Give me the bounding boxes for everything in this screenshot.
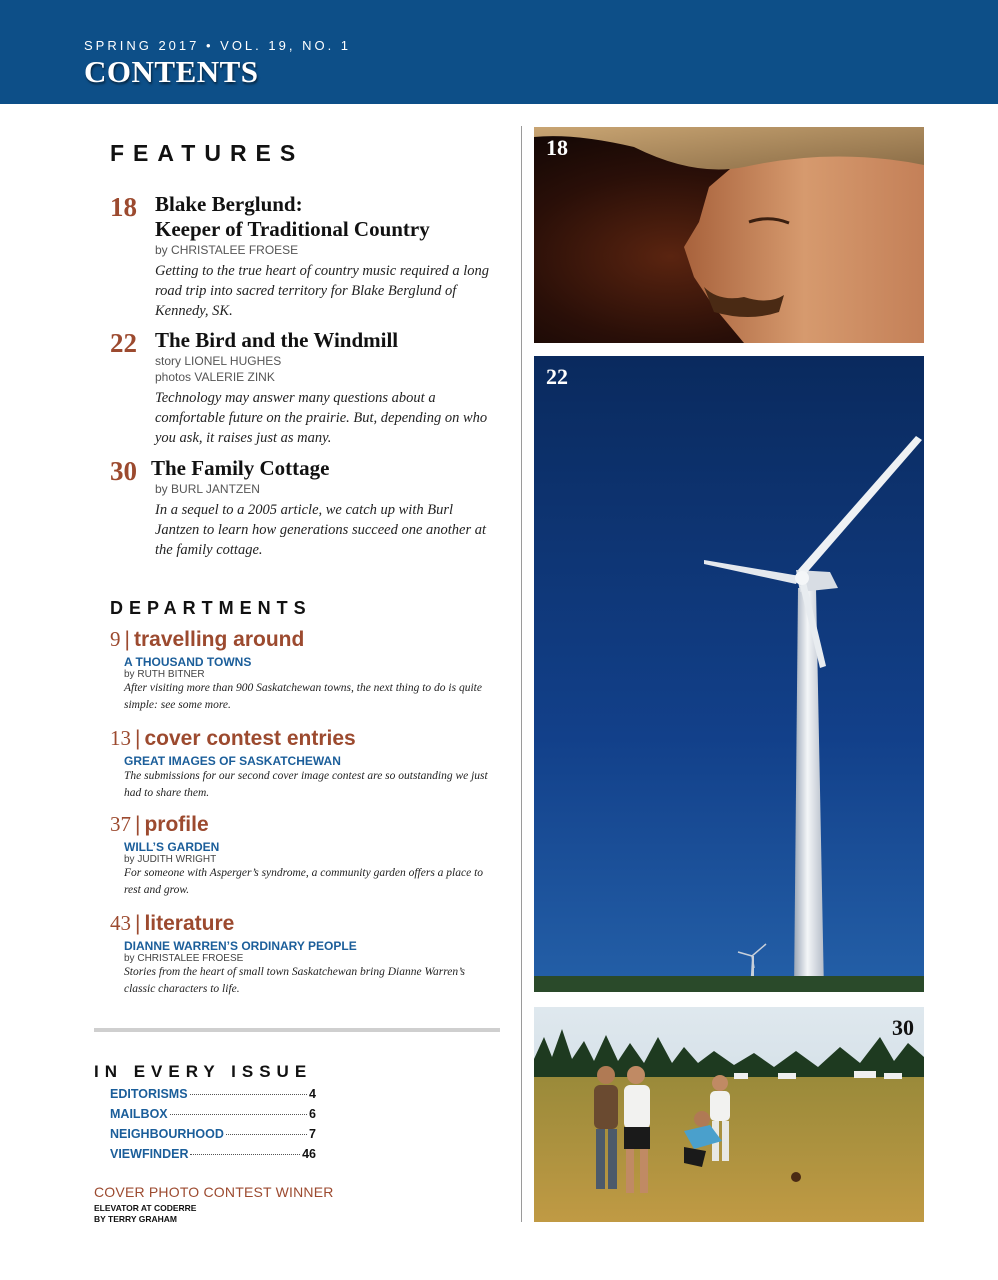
feature-title: The Bird and the Windmill [155, 328, 399, 352]
credit-prefix: by [124, 854, 135, 865]
department-credit [124, 953, 495, 964]
department-page-number: 37 [110, 812, 131, 836]
department-item[interactable] [110, 910, 495, 998]
department-credit [124, 669, 495, 680]
department-credit [124, 854, 495, 865]
department-separator: | [135, 813, 141, 836]
features-heading: FEATURES [110, 140, 305, 166]
masthead [0, 0, 998, 104]
departments-heading: DEPARTMENTS [110, 598, 312, 618]
every-issue-heading: IN EVERY ISSUE [94, 1062, 313, 1081]
every-issue-page: 6 [309, 1107, 316, 1121]
department-name: literature [144, 912, 235, 935]
dot-leader [170, 1114, 307, 1115]
every-issue-page: 46 [302, 1147, 316, 1161]
photo-page-number: 30 [892, 1015, 914, 1040]
department-name: profile [144, 813, 209, 836]
feature-item[interactable] [110, 456, 500, 560]
department-description: Stories from the heart of small town Saskatchewan bring Dianne Warren’s classic characters to life. [124, 966, 465, 995]
section-divider [94, 1028, 500, 1032]
lawn-bowling-icon [534, 1007, 924, 1222]
credit-name: JUDITH WRIGHT [137, 854, 217, 865]
department-item[interactable] [110, 626, 495, 714]
every-issue-name: EDITORISMS [110, 1087, 188, 1101]
feature-credit [155, 353, 500, 369]
credit-name: LIONEL HUGHES [184, 354, 282, 368]
every-issue-item[interactable] [110, 1144, 316, 1164]
credit-prefix: by [124, 953, 135, 964]
department-page-number: 13 [110, 726, 131, 750]
feature-item[interactable] [110, 328, 500, 448]
credit-prefix: photos [155, 370, 192, 384]
feature-title [155, 192, 500, 242]
credit-name: VALERIE ZINK [194, 370, 275, 384]
department-header [110, 725, 495, 752]
department-article-title: WILL’S GARDEN [124, 840, 220, 854]
photo-18[interactable] [534, 127, 924, 343]
credit-prefix: by [124, 669, 135, 680]
cover-credit: BY TERRY GRAHAM [94, 1214, 177, 1224]
dot-leader [190, 1154, 300, 1155]
photo-30[interactable] [534, 1007, 924, 1222]
feature-title: The Family Cottage [151, 456, 330, 480]
every-issue-list [110, 1084, 316, 1164]
credit-name: CHRISTALEE FROESE [171, 243, 299, 257]
credit-prefix: by [155, 482, 168, 496]
feature-title-line: Blake Berglund: [155, 192, 303, 216]
every-issue-item[interactable] [110, 1084, 316, 1104]
department-item[interactable] [110, 811, 495, 899]
department-description: The submissions for our second cover image contest are so outstanding we just had to share them. [124, 770, 488, 799]
feature-description: Technology may answer many questions about a comfortable future on the prairie. But, depending on who you ask, it raises just as many. [155, 390, 488, 446]
department-page-number: 43 [110, 911, 131, 935]
wind-turbine-icon [534, 356, 924, 992]
department-name: cover contest entries [144, 727, 356, 750]
department-description: After visiting more than 900 Saskatchewan towns, the next thing to do is quite simple: see some more. [124, 682, 482, 711]
credit-name: CHRISTALEE FROESE [137, 953, 244, 964]
department-separator: | [135, 727, 141, 750]
department-name: travelling around [133, 628, 305, 651]
credit-name: BURL JANTZEN [171, 482, 260, 496]
cover-contest-title: COVER PHOTO CONTEST WINNER [94, 1184, 334, 1200]
department-header [110, 626, 495, 653]
every-issue-page: 4 [309, 1087, 316, 1101]
issue-line: SPRING 2017 • VOL. 19, NO. 1 [84, 38, 352, 53]
every-issue-item[interactable] [110, 1124, 316, 1144]
cowboy-portrait-icon [534, 127, 924, 343]
department-description: For someone with Asperger’s syndrome, a community garden offers a place to rest and grow. [124, 867, 484, 896]
department-header [110, 811, 495, 838]
dot-leader [226, 1134, 307, 1135]
department-separator: | [135, 912, 141, 935]
photo-22[interactable] [534, 356, 924, 992]
department-article-title: DIANNE WARREN’S ORDINARY PEOPLE [124, 939, 357, 953]
every-issue-name: NEIGHBOURHOOD [110, 1127, 224, 1141]
credit-prefix: story [155, 354, 182, 368]
feature-item[interactable] [110, 192, 500, 321]
department-item[interactable] [110, 725, 495, 802]
feature-credit [155, 242, 500, 258]
page-title: CONTENTS [84, 54, 259, 89]
department-page-number: 9 [110, 627, 121, 651]
column-divider [521, 126, 522, 1222]
every-issue-name: VIEWFINDER [110, 1147, 189, 1161]
feature-credit [155, 369, 500, 385]
feature-page-number: 30 [110, 456, 137, 486]
every-issue-page: 7 [309, 1127, 316, 1141]
feature-page-number: 22 [110, 328, 137, 358]
every-issue-item[interactable] [110, 1104, 316, 1124]
feature-page-number: 18 [110, 192, 137, 222]
department-article-title: GREAT IMAGES OF SASKATCHEWAN [124, 754, 341, 768]
feature-title-line: Keeper of Traditional Country [155, 217, 430, 241]
department-header [110, 910, 495, 937]
credit-prefix: by [155, 243, 168, 257]
feature-description: In a sequel to a 2005 article, we catch up with Burl Jantzen to learn how generations succeed one another at the family cottage. [155, 502, 487, 558]
feature-description: Getting to the true heart of country music required a long road trip into sacred territory for Blake Berglund of Kennedy, SK. [155, 263, 489, 319]
cover-subject: ELEVATOR AT CODERRE [94, 1203, 197, 1213]
every-issue-name: MAILBOX [110, 1107, 168, 1121]
photo-page-number: 18 [546, 135, 568, 160]
dot-leader [190, 1094, 307, 1095]
department-article-title: A THOUSAND TOWNS [124, 655, 252, 669]
feature-credit [155, 481, 500, 497]
photo-page-number: 22 [546, 364, 568, 389]
department-separator: | [124, 628, 130, 651]
credit-name: RUTH BITNER [137, 669, 205, 680]
